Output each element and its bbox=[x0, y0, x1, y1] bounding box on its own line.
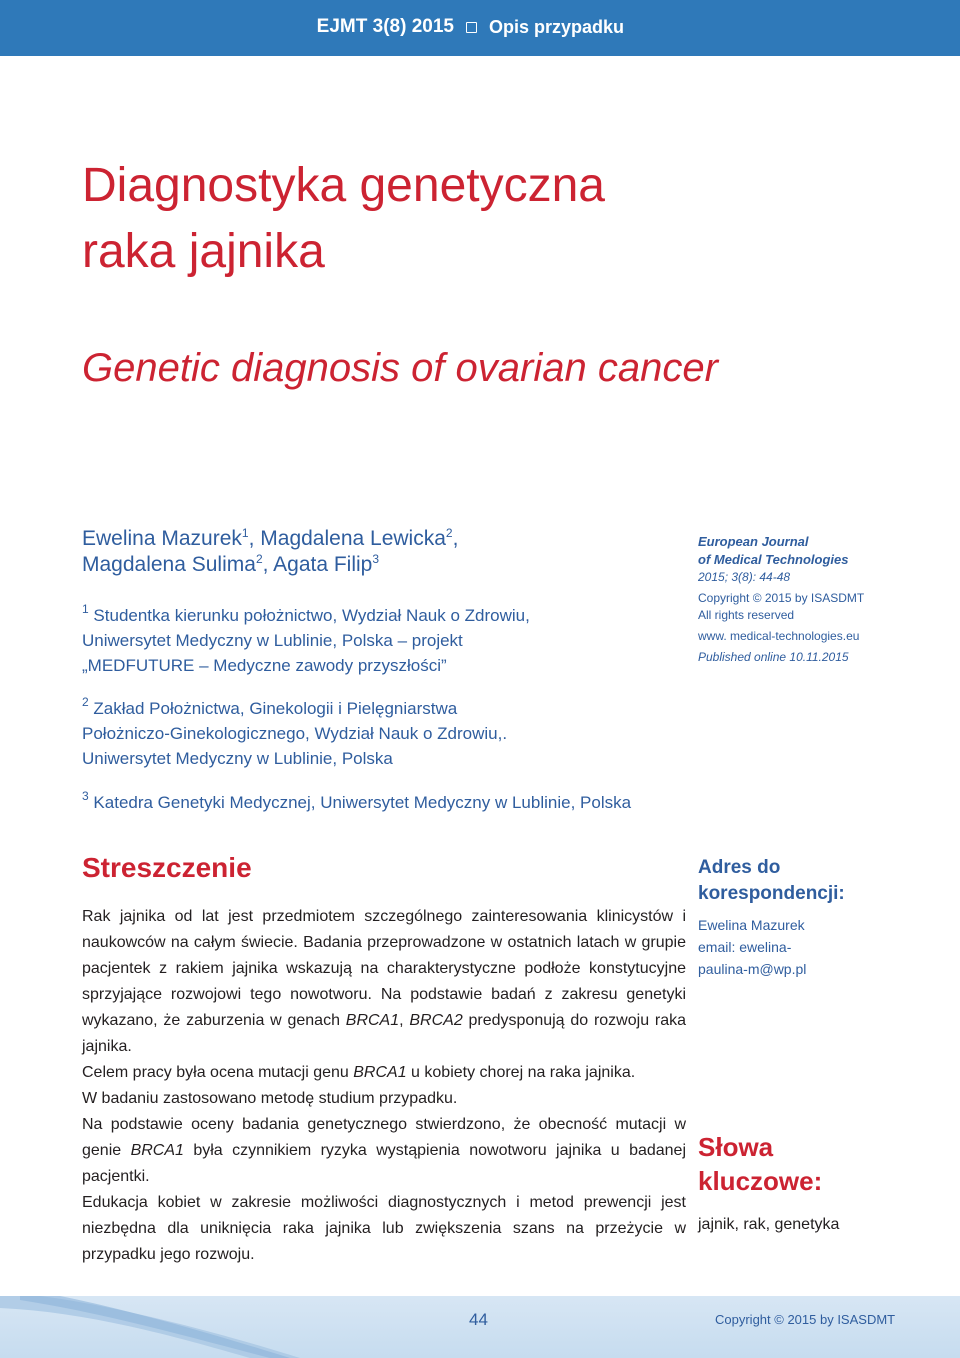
journal-rights: All rights reserved bbox=[698, 608, 795, 622]
affiliation-line: Uniwersytet Medyczny w Lublinie, Polska – projekt bbox=[82, 631, 463, 650]
correspondence-heading-line: korespondencji: bbox=[698, 883, 845, 904]
journal-name-line2: of Medical Technologies bbox=[698, 552, 849, 567]
abstract-paragraph bbox=[82, 1060, 686, 1086]
author-affiliation-ref: 1 bbox=[241, 526, 249, 540]
abstract-text: predysponują do rozwoju raka jajnika. bbox=[82, 1012, 686, 1055]
keywords-list: jajnik, rak, genetyka bbox=[698, 1216, 840, 1233]
journal-issue: EJMT 3(8) 2015 bbox=[316, 16, 454, 37]
correspondence-heading bbox=[698, 855, 845, 907]
keywords-heading-line: kluczowe: bbox=[698, 1166, 823, 1196]
footer-copyright: Copyright © 2015 by ISASDMT bbox=[715, 1312, 896, 1327]
affiliation-number: 1 bbox=[82, 602, 89, 616]
author-affiliation-ref: 2 bbox=[445, 526, 453, 540]
journal-info bbox=[698, 533, 938, 666]
affiliation-3 bbox=[82, 784, 631, 815]
affiliation-line: Uniwersytet Medyczny w Lublinie, Polska bbox=[82, 749, 393, 768]
gene-name: BRCA1 bbox=[345, 1012, 400, 1029]
journal-website-link[interactable]: www. medical-technologies.eu bbox=[698, 629, 860, 643]
abstract-text: Na podstawie oceny badania genetycznego stwierdzono, że obecność mutacji w genie bbox=[82, 1116, 686, 1159]
author-separator: , bbox=[452, 527, 459, 550]
author-separator: , bbox=[248, 527, 261, 550]
section-name: Opis przypadku bbox=[488, 16, 624, 37]
author-separator: , bbox=[262, 553, 274, 576]
abstract-text: , bbox=[399, 1012, 410, 1029]
authors-line2 bbox=[82, 552, 379, 577]
authors-line1 bbox=[82, 526, 458, 551]
author-affiliation-ref: 2 bbox=[255, 552, 263, 566]
correspondence-details bbox=[698, 914, 806, 980]
affiliation-number: 3 bbox=[82, 789, 89, 803]
correspondence-name: Ewelina Mazurek bbox=[698, 917, 805, 933]
keywords-heading-line: Słowa bbox=[698, 1132, 774, 1162]
abstract-heading: Streszczenie bbox=[82, 852, 252, 883]
abstract-text: Celem pracy była ocena mutacji genu bbox=[82, 1064, 354, 1081]
gene-name: BRCA1 bbox=[130, 1142, 184, 1159]
author-affiliation-ref: 3 bbox=[372, 552, 380, 566]
affiliation-number: 2 bbox=[82, 695, 89, 709]
author-name: Agata Filip bbox=[273, 553, 373, 576]
abstract-paragraph bbox=[82, 1112, 686, 1190]
journal-citation: 2015; 3(8): 44-48 bbox=[698, 570, 791, 584]
abstract-text: Rak jajnika od lat jest przedmiotem szczególnego zainteresowania klinicystów i naukowców na całym świecie. Badania przeprowadzone w ostatnich latach w grupie pacjentek z rakiem jajnika wskazują na charakterystyczne podłoże konstytucyjne sprzyjające rozwojowi tego nowotworu. Na podstawie badań z zakresu genetyki wykazano, że zaburzenia w genach bbox=[82, 908, 686, 1029]
gene-name: BRCA1 bbox=[353, 1064, 407, 1081]
affiliation-line: Katedra Genetyki Medycznej, Uniwersytet Medyczny w Lublinie, Polska bbox=[93, 793, 632, 812]
author-name: Ewelina Mazurek bbox=[82, 527, 242, 550]
journal-name-line1: European Journal bbox=[698, 534, 809, 549]
title-english: Genetic diagnosis of ovarian cancer bbox=[82, 346, 718, 390]
affiliation-line: Studentka kierunku położnictwo, Wydział Nauk o Zdrowiu, bbox=[93, 606, 530, 625]
running-header bbox=[317, 16, 624, 38]
abstract-text: była czynnikiem ryzyka wystąpienia nowotworu jajnika u badanej pacjentki. bbox=[82, 1142, 687, 1185]
abstract-text: u kobiety chorej na raka jajnika. bbox=[406, 1064, 636, 1081]
author-name: Magdalena Lewicka bbox=[260, 527, 446, 550]
page-number: 44 bbox=[469, 1310, 488, 1329]
square-icon bbox=[466, 22, 477, 33]
title-polish-line1: Diagnostyka genetyczna bbox=[82, 159, 605, 212]
abstract-paragraph bbox=[82, 904, 686, 1060]
affiliation-line: Zakład Położnictwa, Ginekologii i Pielęgniarstwa bbox=[93, 699, 458, 718]
correspondence-email-line[interactable]: email: ewelina- bbox=[698, 939, 792, 955]
abstract-body bbox=[82, 904, 686, 1268]
published-date: Published online 10.11.2015 bbox=[698, 650, 849, 664]
correspondence-heading-line: Adres do bbox=[698, 857, 781, 878]
gene-name: BRCA2 bbox=[409, 1012, 463, 1029]
journal-copyright: Copyright © 2015 by ISASDMT bbox=[698, 591, 865, 605]
title-polish-line2: raka jajnika bbox=[82, 225, 325, 278]
abstract-paragraph: W badaniu zastosowano metodę studium przypadku. bbox=[82, 1090, 458, 1107]
abstract-paragraph: Edukacja kobiet w zakresie możliwości diagnostycznych i metod prewencji jest niezbędna dla uniknięcia raka jajnika lub zwiększenia szans na przeżycie w przypadku jego rozwoju. bbox=[82, 1194, 686, 1263]
affiliation-line: „MEDFUTURE – Medyczne zawody przyszłości” bbox=[82, 656, 447, 675]
affiliation-2 bbox=[82, 690, 507, 771]
author-name: Magdalena Sulima bbox=[82, 553, 256, 576]
correspondence-email-line[interactable]: paulina-m@wp.pl bbox=[698, 961, 807, 977]
affiliation-1 bbox=[82, 597, 530, 678]
affiliation-line: Położniczo-Ginekologicznego, Wydział Nauk o Zdrowiu,. bbox=[82, 724, 508, 743]
keywords-heading bbox=[698, 1130, 822, 1198]
